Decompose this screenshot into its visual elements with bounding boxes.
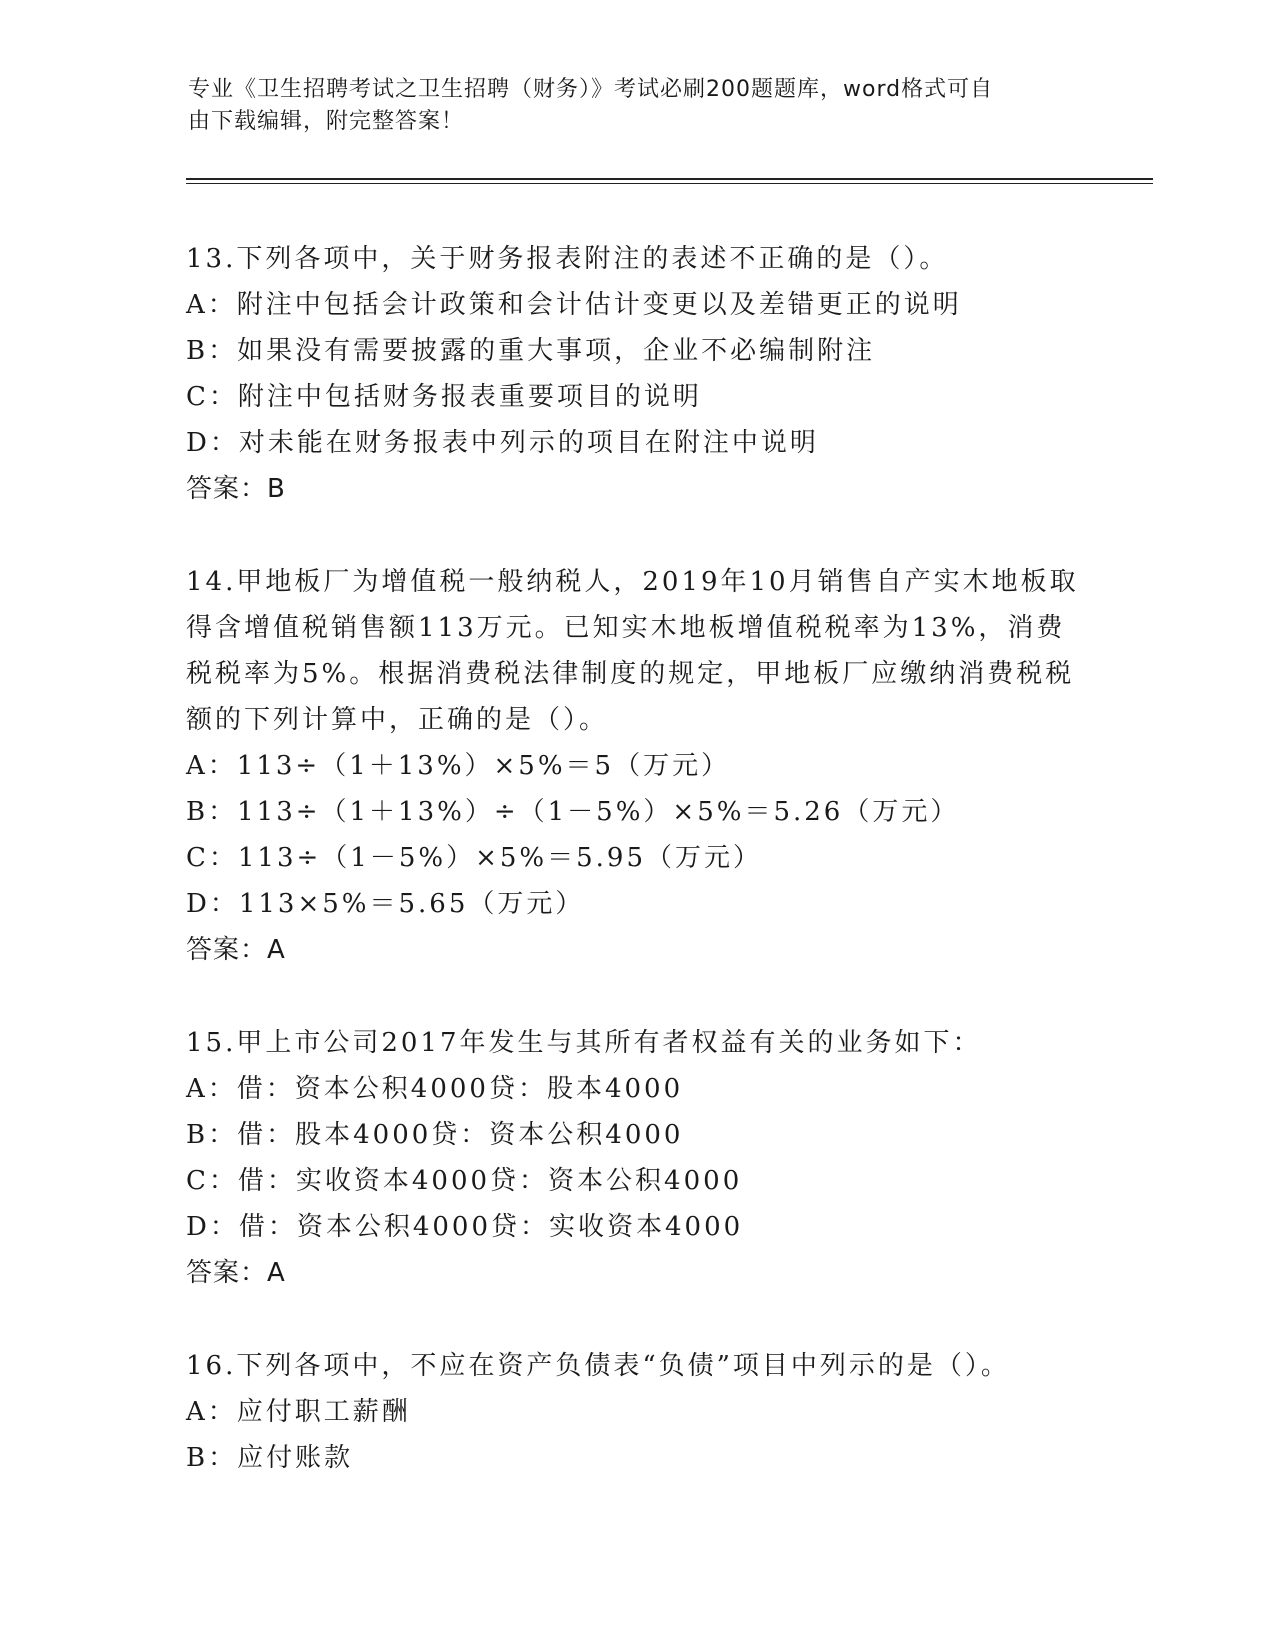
option-a: A：附注中包括会计政策和会计估计变更以及差错更正的说明: [186, 290, 962, 320]
option-c: C：113÷（1－5%）×5%＝5.95（万元）: [186, 843, 763, 873]
stem-line: 得含增值税销售额113万元。已知实木地板增值税税率为13%，消费: [186, 613, 1066, 643]
option-d: D：借：资本公积4000贷：实收资本4000: [186, 1212, 744, 1242]
option-b: B：如果没有需要披露的重大事项，企业不必编制附注: [186, 336, 876, 366]
option-c: C：借：实收资本4000贷：资本公积4000: [186, 1166, 743, 1196]
answer-line: 答案：A: [186, 1258, 286, 1288]
question-stem: [186, 236, 1086, 282]
option-c: C：附注中包括财务报表重要项目的说明: [186, 382, 702, 412]
stem-line: 14.甲地板厂为增值税一般纳税人，2019年10月销售自产实木地板取: [186, 567, 1079, 597]
option-b: B：应付账款: [186, 1443, 354, 1473]
question-16: [186, 1343, 1086, 1481]
question-list: [186, 236, 1086, 1528]
header-rule-top: [186, 178, 1153, 180]
question-stem: [186, 1020, 1086, 1066]
option-b: B：113÷（1＋13%）÷（1－5%）×5%＝5.26（万元）: [186, 797, 960, 827]
question-13: [186, 236, 1086, 512]
option-d: D：对未能在财务报表中列示的项目在附注中说明: [186, 428, 819, 458]
stem-line: 额的下列计算中，正确的是（）。: [186, 705, 609, 735]
document-header: [188, 74, 1088, 138]
option-b: B：借：股本4000贷：资本公积4000: [186, 1120, 684, 1150]
stem-line: 税税率为5%。根据消费税法律制度的规定，甲地板厂应缴纳消费税税: [186, 659, 1075, 689]
answer-line: 答案：B: [186, 474, 286, 504]
question-stem: [186, 559, 1086, 743]
stem-line: 13.下列各项中，关于财务报表附注的表述不正确的是（）。: [186, 244, 949, 274]
stem-line: 15.甲上市公司2017年发生与其所有者权益有关的业务如下：: [186, 1028, 982, 1058]
option-a: A：借：资本公积4000贷：股本4000: [186, 1074, 684, 1104]
option-a: A：113÷（1＋13%）×5%＝5（万元）: [186, 751, 731, 781]
question-stem: [186, 1343, 1086, 1389]
header-line-2: 由下载编辑，附完整答案！: [188, 109, 465, 134]
option-d: D：113×5%＝5.65（万元）: [186, 889, 585, 919]
option-a: A：应付职工薪酬: [186, 1397, 411, 1427]
question-14: [186, 559, 1086, 973]
question-15: [186, 1020, 1086, 1296]
answer-line: 答案：A: [186, 935, 286, 965]
header-rule-bottom: [186, 183, 1153, 184]
header-line-1: 专业《卫生招聘考试之卫生招聘（财务）》考试必刷200题题库，word格式可自: [188, 77, 994, 102]
stem-line: 16.下列各项中，不应在资产负债表“负债”项目中列示的是（）。: [186, 1351, 1010, 1381]
